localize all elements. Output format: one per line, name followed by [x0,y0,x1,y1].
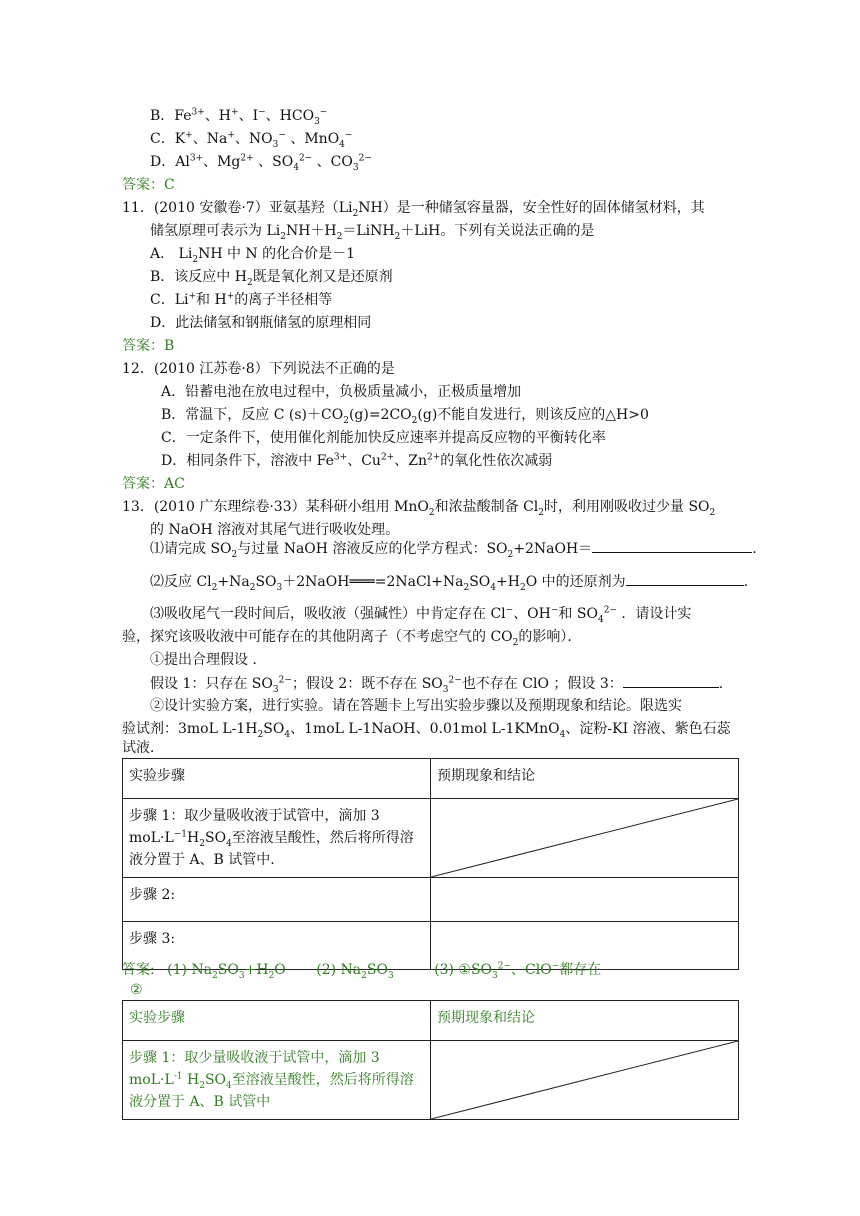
sub: 2 [428,507,435,518]
text: 与过量 NaOH 溶液反应的化学方程式：SO [237,541,508,557]
sub: 2 [231,549,238,560]
text: ＝LiNH [342,223,395,239]
sup: + [185,130,193,141]
sub: 2 [709,507,716,518]
sup: 2− [278,675,292,686]
text: NH 中 N 的化合价是－1 [198,246,356,262]
text: 、H [204,108,232,124]
text: 、OH [513,606,551,622]
text: ＋LiH。下列有关说法正确的是 [400,223,595,239]
text: 也不存在 ClO ；假设 3： [461,676,623,692]
sup: − [278,130,286,141]
sub: 4 [490,582,497,593]
table-row-step1 [123,1041,431,1120]
text: 、Cu [347,453,381,469]
sup: − [344,130,353,141]
sub: 2 [507,549,514,560]
text: D．相同条件下，溶液中 Fe [161,453,334,469]
sub: 2 [343,415,349,426]
sub: 2 [192,254,199,265]
text: 时，利用刚吸收过少量 SO [544,499,710,515]
text: A．铅蓄电池在放电过程中，负极质量减小，正极质量增加 [161,384,522,400]
text: B．常温下，反应 C (s)＋CO [161,407,344,423]
sub: 3 [352,162,359,173]
sup: 3+ [189,153,204,164]
text: SO [469,574,491,590]
sub: 4 [597,614,604,625]
cell-line: 液分置于 A、B 试管中. [129,852,275,868]
answer-part2 [316,962,394,981]
sub: 2 [246,277,253,288]
text: D．Al [150,154,190,170]
text: moL·L [129,1072,174,1088]
text: . [752,541,757,557]
text: C．Li [150,292,189,308]
text: H [187,830,200,846]
text: 储氢原理可表示为 Li [150,223,281,239]
text: 、NO [234,131,273,147]
experiment-table [122,758,739,970]
sup: 2− [298,153,313,164]
sub: 2 [211,582,218,593]
text: 和 H [196,292,227,308]
answer-text: 答案：B [122,338,175,354]
sub: 4 [293,162,299,173]
sub: 2 [199,1080,205,1091]
text: 、淀粉-KI 溶液、紫色石蕊 [565,721,731,737]
text: (g)=2CO [348,407,412,423]
answer-table [122,1000,739,1120]
q13-answer-part4 [130,980,143,1000]
sub: 3 [276,582,283,593]
text: +2NaOH＝ [513,541,593,557]
q11-stem-line2 [150,221,594,241]
q13-stem-line1 [122,497,715,517]
diagonal-line [431,1041,738,1119]
text: ；假设 2：既不存在 SO [291,676,443,692]
q12-option-c [161,428,606,448]
text: 都存在 [559,962,602,978]
sub: 2 [538,507,545,518]
text: 、HCO [265,108,315,124]
text: SO [217,962,239,978]
sup: + [188,291,197,302]
sup: 3+ [333,452,348,463]
sub: 2 [411,415,418,426]
sub: 3 [272,684,279,695]
sub: 4 [339,139,345,150]
sub: 4 [226,1080,232,1091]
sup: 2+ [380,452,395,463]
text: SO [263,721,285,737]
text: (g)不能自发进行，则该反应的△H>0 [417,407,649,423]
sup: − [258,107,266,118]
text: +H [244,962,269,978]
text: SO [255,574,277,590]
text: NH）是一种储氢容量器，安全性好的固体储氢材料，其 [358,200,705,216]
q12-option-a [161,382,521,402]
table-row-step2: 步骤 2: [123,878,431,922]
q13-part3-line2 [122,627,581,647]
text: H [182,1072,200,1088]
sub: 3 [442,684,449,695]
text: 试液． [122,740,164,756]
text: 验试剂：3moL L-1H [122,721,258,737]
sub: 2 [463,582,470,593]
cell-line [129,1069,424,1091]
sub: 2 [280,231,286,242]
table-row-step1 [123,799,431,878]
answer-text: 答案：C [122,177,175,193]
text: (3) ①SO [434,962,493,978]
text: O [274,962,286,978]
sup: −1 [173,829,188,840]
text: ．请设计实 [616,606,692,622]
text: 、SO [253,154,294,170]
text: . [718,676,724,692]
text: A． Li [150,246,193,262]
text: ＋2NaOH═══=2NaCl+Na [282,574,464,590]
cell-line: 液分置于 A、B 试管中 [129,1094,271,1110]
sup: + [227,130,235,141]
text: 假设 1：只存在 SO [150,676,273,692]
text: ②设计实验方案，进行实验。请在答题卡上写出实验步骤以及预期现象和结论。限选实 [150,698,682,714]
text: ⑶吸收尾气一段时间后，吸收液（强碱性）中肯定存在 Cl [150,606,506,622]
sub: 2 [361,970,367,981]
table-cell-crossed-out [431,1041,739,1120]
q13-answer [122,960,601,980]
sub: 3 [272,139,279,150]
sub: 2 [519,582,526,593]
diagonal-line [431,799,738,877]
text: B．Fe [150,108,192,124]
q11-option-c [150,290,332,310]
text: . [743,574,749,590]
text: ⑴请完成 SO [150,541,232,557]
sub: 2 [268,970,275,981]
sub: 2 [257,729,264,740]
q11-option-b [150,267,393,287]
text: 至溶液呈酸性，然后将所得溶 [231,1072,414,1088]
sub: 3 [314,116,320,127]
sup: + [226,291,235,302]
text: 的离子半径相等 [234,292,333,308]
text: SO [204,830,227,846]
sub: 4 [226,838,232,849]
text: NH＋H [285,223,337,239]
text: 、1moL L-1NaOH、0.01mol L-1KMnO [290,721,560,737]
sub: 3 [387,970,394,981]
text: (1) Na [167,962,213,978]
text: 12．(2010 江苏卷·8）下列说法不正确的是 [122,361,395,377]
q11-stem-line1 [122,198,705,218]
text: 、Na [192,131,228,147]
sub: 2 [212,970,218,981]
cell-line: 步骤 1：取少量吸收液于试管中，滴加 3 [129,1050,380,1066]
table-header-expected: 预期现象和结论 [431,759,739,799]
text: C．K [150,131,186,147]
sup: 3+ [191,107,205,118]
text: 、I [238,108,259,124]
q13-part3-line1 [150,604,691,624]
answer-text: 答案：AC [122,476,185,492]
text: ⑵反应 Cl [150,574,212,590]
sup: -1 [173,1071,183,1082]
text: +Na [217,574,250,590]
cell-line [129,827,424,849]
table-cell-answer[interactable] [431,878,739,922]
cell-line: 步骤 1：取少量吸收液于试管中，滴加 3 [129,808,380,824]
sub: 2 [512,637,519,648]
sup: − [551,961,560,972]
option-c-prev [150,129,352,149]
sub: 4 [284,729,291,740]
q11-option-a [150,244,355,264]
text: (2) Na [316,962,362,978]
sub: 2 [199,838,205,849]
q12-option-b [161,405,649,425]
answer-part3 [434,961,602,981]
q13-hypothesis-heading [150,650,266,670]
text: SO [204,1072,227,1088]
q12-option-d [161,451,552,471]
q13-part2 [150,571,748,592]
text: B．该反应中 H [150,269,247,285]
sup: 2− [358,153,372,164]
sub: 4 [559,729,566,740]
q13-hypotheses [150,673,723,694]
text: +H [496,574,520,590]
answer-blank[interactable] [626,571,744,586]
sup: + [231,107,239,118]
table-header-expected: 预期现象和结论 [431,1001,739,1041]
q12-answer [122,474,185,494]
sub: 2 [352,208,359,219]
table-header-steps: 实验步骤 [123,1001,431,1041]
answer-blank[interactable] [592,538,752,553]
text: 、Zn [394,453,427,469]
q13-design-line1 [150,696,682,716]
q11-option-d [150,313,371,333]
sup: 2+ [426,452,441,463]
sub: 2 [394,231,401,242]
text: ①提出合理假设 ． [150,652,267,668]
q13-part1 [150,538,757,559]
text: 验，探究该吸收液中可能存在的其他阴离子（不考虑空气的 CO [122,629,513,645]
text: 和 SO [558,606,598,622]
q12-stem [122,359,395,379]
table-row-step3: 步骤 3: [123,922,431,970]
sup: 2+ [240,153,254,164]
text: moL·L [129,830,174,846]
sub: 3 [492,970,498,981]
text: 、MnO [285,131,340,147]
text: 11．(2010 安徽卷·7）亚氨基羟（Li [122,200,353,216]
text: D．此法储氢和钢瓶储氢的原理相同 [150,315,372,331]
text: 答案: [122,962,155,978]
text: 13．(2010 广东理综卷·33）某科研小组用 MnO [122,499,429,515]
sub: 2 [249,582,256,593]
sub: 2 [336,231,343,242]
sup: 2− [497,961,512,972]
text: 、ClO [511,962,552,978]
sub: 3 [238,970,245,981]
table-header-steps: 实验步骤 [123,759,431,799]
text: 的影响）． [518,629,582,645]
option-b-prev [150,106,327,126]
text: C．一定条件下，使用催化剂能加快反应速率并提高反应物的平衡转化率 [161,430,606,446]
answer-blank[interactable] [623,673,719,688]
q11-answer [122,336,174,356]
text: 的氧化性依次减弱 [440,453,553,469]
q13-design-line2 [122,719,731,739]
sup: − [550,605,559,616]
text: 、Mg [203,154,241,170]
option-d-prev [150,152,372,172]
text: 和浓盐酸制备 Cl [434,499,539,515]
text: O 中的还原剂为 [525,574,626,590]
sup: − [319,107,328,118]
text: 既是氧化剂又是还原剂 [252,269,393,285]
text: 、CO [312,154,353,170]
sup: − [505,605,514,616]
q13-design-line3 [122,738,164,758]
text: 至溶液呈酸性，然后将所得溶 [231,830,414,846]
text: 的 NaOH 溶液对其尾气进行吸收处理。 [150,522,400,538]
sup: 2− [603,605,617,616]
answer-part1 [167,962,286,981]
text: ② [130,982,143,998]
q13-stem-line2 [150,520,399,540]
answer-prev [122,175,175,195]
sup: 2− [448,675,462,686]
text: SO [366,962,388,978]
table-cell-crossed-out [431,799,739,878]
